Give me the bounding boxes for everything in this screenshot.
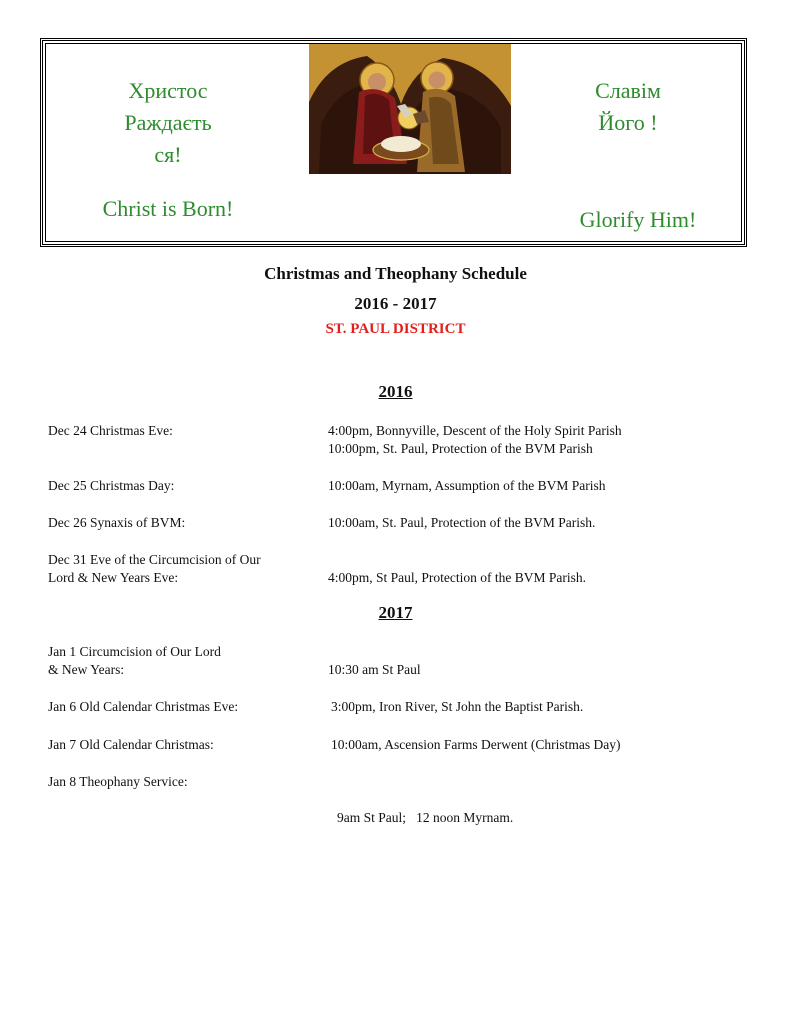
event-label — [48, 551, 261, 587]
right-greeting-line: Славім — [595, 78, 661, 103]
event-detail-line: 10:00am, St. Paul, Protection of the BVM Parish. — [328, 515, 596, 530]
event-label — [48, 736, 214, 754]
schedule-years: 2016 - 2017 — [354, 294, 437, 313]
right-greeting-line: Його ! — [598, 110, 658, 135]
event-detail-line: 10:00am, Ascension Farms Derwent (Christmas Day) — [331, 737, 621, 752]
event-detail-line: 10:00am, Myrnam, Assumption of the BVM Parish — [328, 478, 606, 493]
event-details — [328, 661, 421, 679]
event-label — [48, 514, 185, 532]
event-details — [328, 422, 622, 458]
right-greeting-ukrainian — [543, 75, 713, 139]
event-label-line: & New Years: — [48, 662, 125, 677]
left-greeting-english: Christ is Born! — [102, 196, 234, 221]
event-details — [331, 698, 583, 716]
event-label-line: Dec 25 Christmas Day: — [48, 478, 175, 493]
event-details — [328, 514, 595, 532]
event-details — [328, 477, 606, 495]
year-heading-2017: 2017 — [378, 603, 413, 622]
event-details — [328, 569, 586, 587]
event-detail-line: 4:00pm, St Paul, Protection of the BVM Parish. — [328, 570, 586, 585]
nativity-icon — [309, 44, 511, 174]
event-label-line: Lord & New Years Eve: — [48, 570, 179, 585]
event-label-line: Dec 24 Christmas Eve: — [48, 423, 173, 438]
event-details — [337, 773, 513, 845]
event-detail-line: 3:00pm, Iron River, St John the Baptist Parish. — [331, 699, 584, 714]
event-label-line: Jan 7 Old Calendar Christmas: — [48, 737, 214, 752]
event-label-line: Jan 8 Theophany Service: — [48, 774, 188, 789]
left-greeting-line: Христос — [128, 78, 208, 103]
event-label — [48, 698, 238, 716]
left-greeting-line: ся! — [154, 142, 182, 167]
event-details — [331, 736, 620, 754]
schedule-title: Christmas and Theophany Schedule — [264, 264, 527, 283]
district-name: ST. PAUL DISTRICT — [325, 321, 466, 337]
event-detail-line: 4:00pm, Bonnyville, Descent of the Holy Spirit Parish — [328, 423, 622, 438]
year-heading-2016: 2016 — [378, 382, 413, 401]
event-label — [48, 477, 174, 495]
event-detail-line: 10:30 am St Paul — [328, 662, 421, 677]
event-label-line: Dec 31 Eve of the Circumcision of Our — [48, 552, 261, 567]
left-greeting-line: Раждаєть — [124, 110, 212, 135]
greeting-banner — [40, 38, 747, 247]
event-label — [48, 643, 221, 679]
event-label — [48, 773, 188, 791]
event-detail-line: 9am St Paul; 12 noon Myrnam. — [337, 810, 514, 825]
event-label-line: Jan 6 Old Calendar Christmas Eve: — [48, 699, 239, 714]
event-detail-line: 10:00pm, St. Paul, Protection of the BVM Parish — [328, 441, 593, 456]
event-label-line: Dec 26 Synaxis of BVM: — [48, 515, 186, 530]
left-greeting-ukrainian — [83, 75, 253, 171]
right-greeting-english: Glorify Him! — [579, 207, 697, 232]
event-label-line: Jan 1 Circumcision of Our Lord — [48, 644, 221, 659]
event-label — [48, 422, 173, 440]
